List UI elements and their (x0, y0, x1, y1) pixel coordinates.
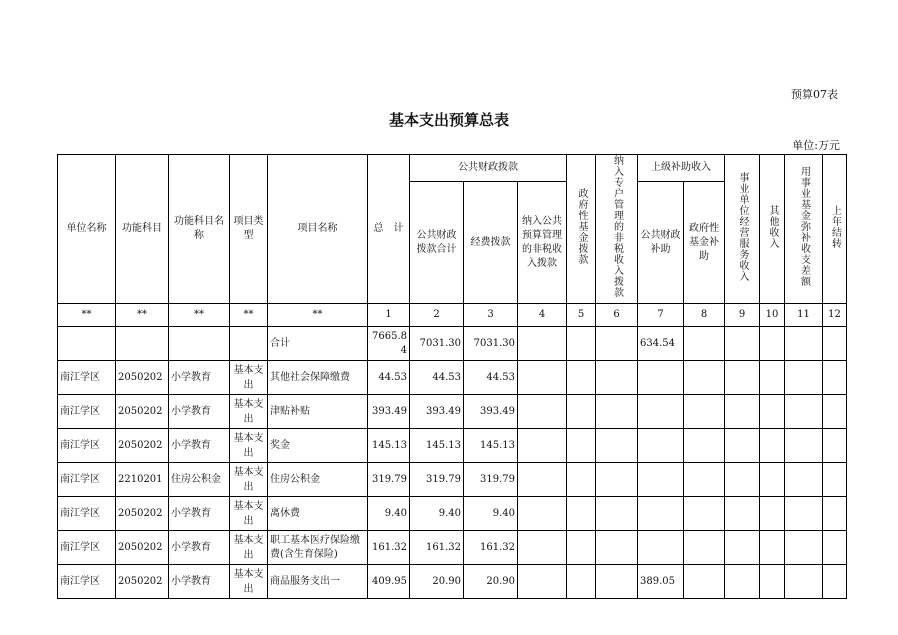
superior-public-cell (638, 463, 684, 497)
code-cell: 2050202 (116, 565, 169, 599)
name-cell: 奖金 (268, 429, 368, 463)
empty-cell (823, 327, 847, 361)
superior-public-cell: 389.05 (638, 565, 684, 599)
empty-cell (596, 531, 638, 565)
empty-cell (823, 361, 847, 395)
index-cell: 5 (567, 304, 596, 327)
empty-cell (760, 327, 785, 361)
total-cell: 393.49 (368, 395, 410, 429)
empty-cell (725, 463, 760, 497)
empty-cell (596, 463, 638, 497)
index-cell: 6 (596, 304, 638, 327)
total-cell: 145.13 (368, 429, 410, 463)
type-cell: 基本支出 (230, 395, 268, 429)
type-cell: 基本支出 (230, 463, 268, 497)
index-cell: 12 (823, 304, 847, 327)
data-body (58, 361, 847, 599)
type-cell: 基本支出 (230, 565, 268, 599)
empty-cell (760, 497, 785, 531)
col-unit-name: 单位名称 (58, 155, 116, 304)
total-cell: 9.40 (368, 497, 410, 531)
empty-cell (823, 497, 847, 531)
empty-cell (518, 565, 567, 599)
code-cell: 2210201 (116, 463, 169, 497)
empty-cell (596, 395, 638, 429)
table-row (58, 497, 847, 531)
col-public-finance: 公共财政拨款 (410, 155, 567, 182)
empty-cell (518, 497, 567, 531)
type-cell: 基本支出 (230, 361, 268, 395)
name-cell: 商品服务支出一 (268, 565, 368, 599)
empty-cell (567, 565, 596, 599)
empty-cell (684, 429, 725, 463)
empty-cell (725, 361, 760, 395)
index-cell: ** (58, 304, 116, 327)
table-row (58, 395, 847, 429)
unit-cell: 南江学区 (58, 429, 116, 463)
type-cell: 基本支出 (230, 429, 268, 463)
total-row (58, 327, 847, 361)
total-amount: 7665.84 (368, 327, 410, 361)
public-total-cell: 20.90 (410, 565, 464, 599)
col-last-year-carry: 上年结转 (823, 155, 847, 304)
empty-cell (823, 463, 847, 497)
public-total-cell: 319.79 (410, 463, 464, 497)
empty-cell (785, 395, 823, 429)
total-cell: 161.32 (368, 531, 410, 565)
public-total-cell: 145.13 (410, 429, 464, 463)
col-item-name: 项目名称 (268, 155, 368, 304)
funding-cell: 145.13 (464, 429, 518, 463)
code-cell: 2050202 (116, 497, 169, 531)
empty-cell (785, 327, 823, 361)
unit-cell: 南江学区 (58, 565, 116, 599)
page-title: 基本支出预算总表 (388, 111, 509, 129)
superior-public-cell (638, 531, 684, 565)
col-func-name: 功能科目名称 (169, 155, 230, 304)
superior-public-cell (638, 497, 684, 531)
name-cell: 职工基本医疗保险缴费(含生育保险) (268, 531, 368, 565)
index-cell: 4 (518, 304, 567, 327)
col-nontax-in-budget: 纳入公共预算管理的非税收入拨款 (518, 182, 567, 304)
empty-cell (596, 565, 638, 599)
empty-cell (785, 497, 823, 531)
empty-cell (567, 361, 596, 395)
code-cell: 2050202 (116, 395, 169, 429)
funding-cell: 9.40 (464, 497, 518, 531)
empty-cell (518, 531, 567, 565)
empty-cell (684, 361, 725, 395)
unit-cell: 南江学区 (58, 361, 116, 395)
unit-cell: 南江学区 (58, 463, 116, 497)
type-cell: 基本支出 (230, 531, 268, 565)
empty-cell (823, 395, 847, 429)
public-total-cell: 393.49 (410, 395, 464, 429)
total-superior-public: 634.54 (638, 327, 684, 361)
total-public: 7031.30 (410, 327, 464, 361)
empty-cell (518, 327, 567, 361)
empty-cell (567, 429, 596, 463)
index-cell: ** (116, 304, 169, 327)
index-cell: 9 (725, 304, 760, 327)
code-cell: 2050202 (116, 429, 169, 463)
col-special-account: 纳入专户管理的非税收入拨款 (596, 155, 638, 304)
empty-cell (169, 327, 230, 361)
total-cell: 319.79 (368, 463, 410, 497)
empty-cell (760, 429, 785, 463)
index-row (58, 304, 847, 327)
unit-label: 单位:万元 (792, 139, 840, 152)
total-label: 合计 (268, 327, 368, 361)
func-cell: 小学教育 (169, 531, 230, 565)
empty-cell (760, 361, 785, 395)
col-superior-public: 公共财政补助 (638, 182, 684, 304)
name-cell: 住房公积金 (268, 463, 368, 497)
total-cell: 409.95 (368, 565, 410, 599)
index-cell: 8 (684, 304, 725, 327)
col-public-total: 公共财政拨款合计 (410, 182, 464, 304)
col-func-code: 功能科目 (116, 155, 169, 304)
empty-cell (116, 327, 169, 361)
col-gov-fund: 政府性基金拨款 (567, 155, 596, 304)
index-cell: 10 (760, 304, 785, 327)
empty-cell (725, 497, 760, 531)
superior-public-cell (638, 361, 684, 395)
col-funding: 经费拨款 (464, 182, 518, 304)
empty-cell (725, 395, 760, 429)
empty-cell (230, 327, 268, 361)
col-fund-balance: 用事业基金弥补收支差额 (785, 155, 823, 304)
name-cell: 其他社会保障缴费 (268, 361, 368, 395)
funding-cell: 319.79 (464, 463, 518, 497)
name-cell: 离休费 (268, 497, 368, 531)
empty-cell (518, 429, 567, 463)
func-cell: 小学教育 (169, 429, 230, 463)
empty-cell (785, 531, 823, 565)
empty-cell (760, 395, 785, 429)
index-cell: ** (268, 304, 368, 327)
public-total-cell: 161.32 (410, 531, 464, 565)
funding-cell: 161.32 (464, 531, 518, 565)
empty-cell (567, 497, 596, 531)
empty-cell (567, 463, 596, 497)
func-cell: 住房公积金 (169, 463, 230, 497)
empty-cell (596, 429, 638, 463)
empty-cell (684, 327, 725, 361)
col-item-type: 项目类型 (230, 155, 268, 304)
index-cell: 11 (785, 304, 823, 327)
empty-cell (567, 395, 596, 429)
empty-cell (785, 565, 823, 599)
superior-public-cell (638, 395, 684, 429)
budget-table (57, 154, 847, 599)
public-total-cell: 9.40 (410, 497, 464, 531)
index-cell: 3 (464, 304, 518, 327)
empty-cell (760, 463, 785, 497)
empty-cell (760, 565, 785, 599)
table-number: 预算07表 (791, 88, 838, 101)
empty-cell (823, 429, 847, 463)
funding-cell: 44.53 (464, 361, 518, 395)
empty-cell (596, 497, 638, 531)
empty-cell (725, 429, 760, 463)
total-cell: 44.53 (368, 361, 410, 395)
empty-cell (823, 565, 847, 599)
funding-cell: 393.49 (464, 395, 518, 429)
col-other-income: 其他收入 (760, 155, 785, 304)
empty-cell (596, 327, 638, 361)
table-row (58, 463, 847, 497)
header-row-1 (58, 155, 847, 182)
name-cell: 津贴补贴 (268, 395, 368, 429)
empty-cell (785, 463, 823, 497)
unit-cell: 南江学区 (58, 531, 116, 565)
unit-cell: 南江学区 (58, 497, 116, 531)
code-cell: 2050202 (116, 531, 169, 565)
index-cell: 7 (638, 304, 684, 327)
empty-cell (684, 531, 725, 565)
unit-cell: 南江学区 (58, 395, 116, 429)
func-cell: 小学教育 (169, 497, 230, 531)
func-cell: 小学教育 (169, 361, 230, 395)
col-total: 总 计 (368, 155, 410, 304)
col-superior-subsidy: 上级补助收入 (638, 155, 725, 182)
empty-cell (785, 429, 823, 463)
empty-cell (725, 327, 760, 361)
empty-cell (518, 395, 567, 429)
total-funding: 7031.30 (464, 327, 518, 361)
table-row (58, 531, 847, 565)
empty-cell (567, 327, 596, 361)
index-cell: ** (169, 304, 230, 327)
func-cell: 小学教育 (169, 565, 230, 599)
table-row (58, 429, 847, 463)
empty-cell (684, 395, 725, 429)
empty-cell (684, 565, 725, 599)
index-cell: ** (230, 304, 268, 327)
funding-cell: 20.90 (464, 565, 518, 599)
empty-cell (596, 361, 638, 395)
table-row (58, 361, 847, 395)
col-business-income: 事业单位经营服务收入 (725, 155, 760, 304)
empty-cell (785, 361, 823, 395)
superior-public-cell (638, 429, 684, 463)
func-cell: 小学教育 (169, 395, 230, 429)
empty-cell (684, 497, 725, 531)
empty-cell (725, 565, 760, 599)
empty-cell (760, 531, 785, 565)
empty-cell (725, 531, 760, 565)
empty-cell (567, 531, 596, 565)
table-row (58, 565, 847, 599)
empty-cell (518, 463, 567, 497)
empty-cell (58, 327, 116, 361)
empty-cell (823, 531, 847, 565)
code-cell: 2050202 (116, 361, 169, 395)
public-total-cell: 44.53 (410, 361, 464, 395)
empty-cell (684, 463, 725, 497)
index-cell: 2 (410, 304, 464, 327)
empty-cell (518, 361, 567, 395)
col-superior-gov-fund: 政府性基金补助 (684, 182, 725, 304)
index-cell: 1 (368, 304, 410, 327)
type-cell: 基本支出 (230, 497, 268, 531)
